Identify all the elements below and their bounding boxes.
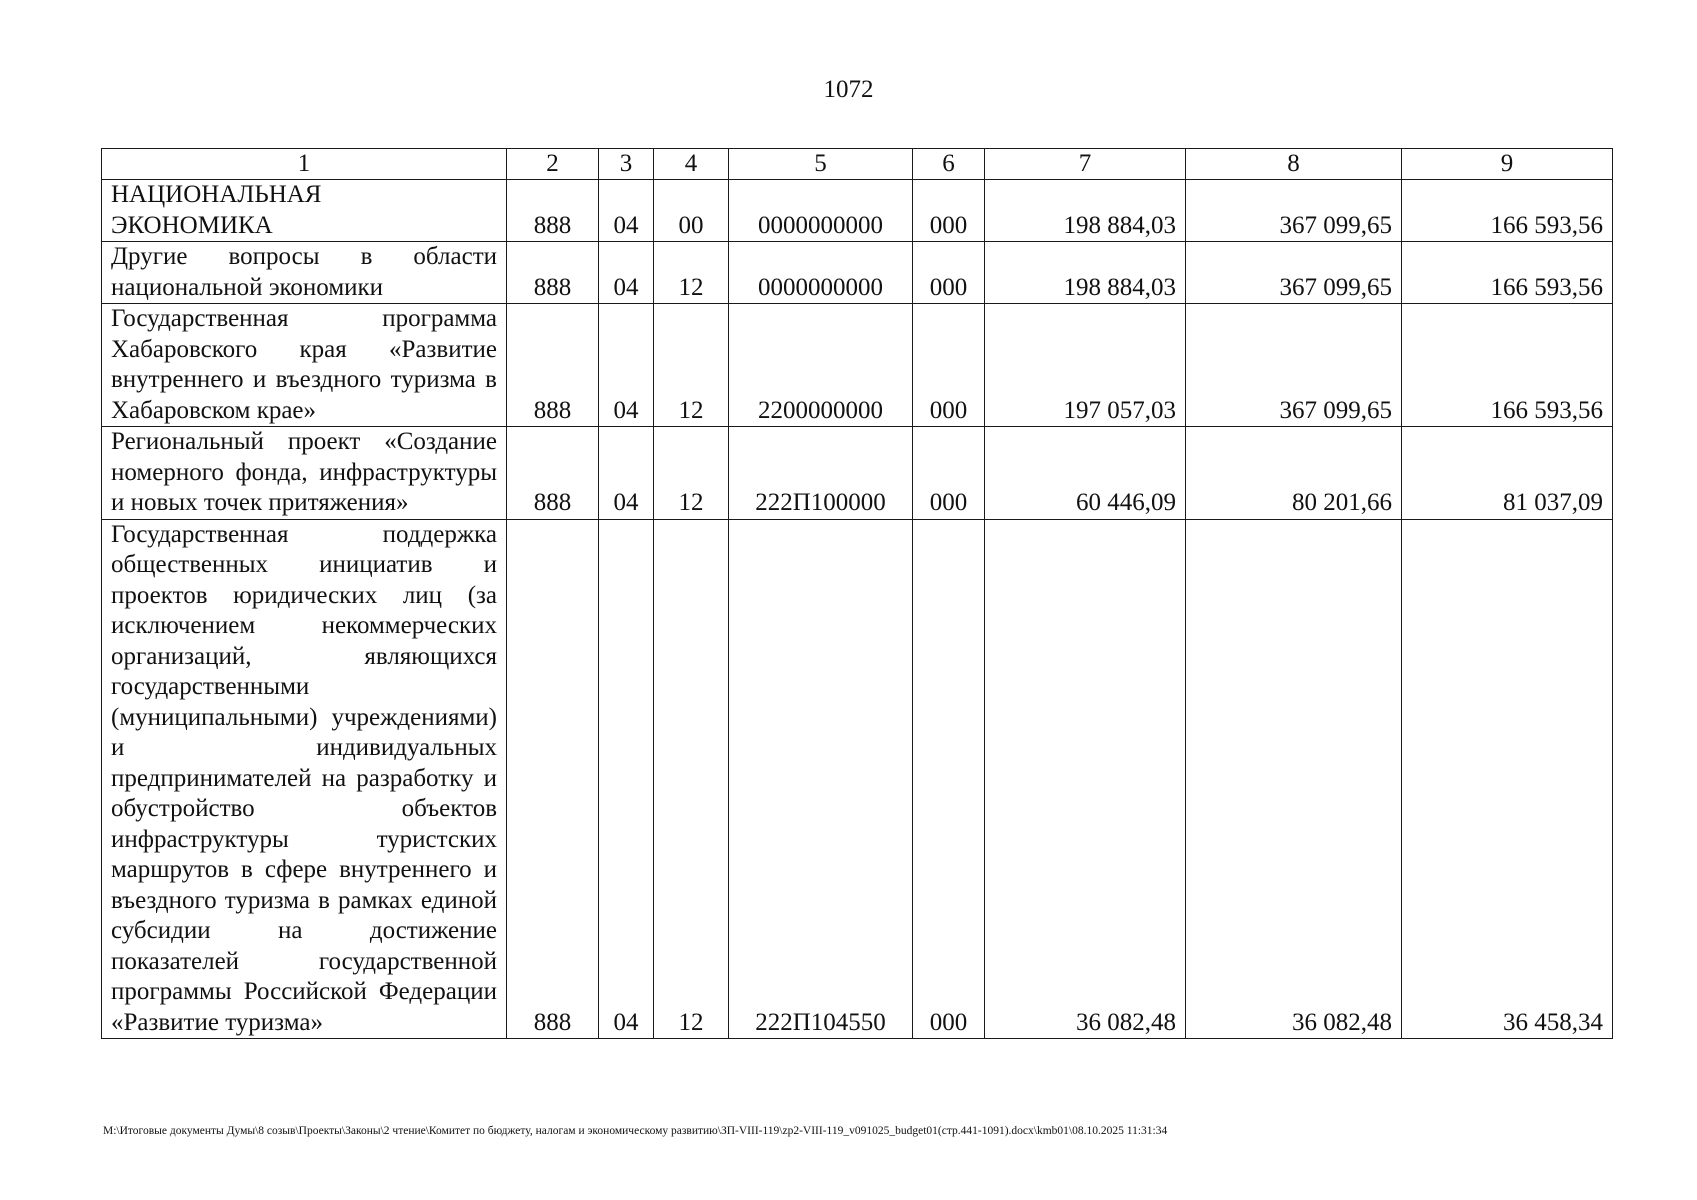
code-cell: 04 <box>599 304 654 427</box>
code-cell: 04 <box>599 427 654 520</box>
column-header-9: 9 <box>1402 149 1613 180</box>
amount-cell: 198 884,03 <box>985 180 1186 242</box>
column-header-2: 2 <box>507 149 599 180</box>
code-cell: 04 <box>599 242 654 304</box>
code-cell: 04 <box>599 180 654 242</box>
code-cell: 2200000000 <box>729 304 913 427</box>
amount-cell: 36 082,48 <box>1186 519 1402 1039</box>
code-cell: 12 <box>654 304 729 427</box>
table-row <box>102 304 1613 427</box>
row-name: Региональный проект «Создание номерного фонда, инфраструктуры и новых точек притяжения» <box>111 428 497 516</box>
column-header-3: 3 <box>599 149 654 180</box>
row-name: Государственная программа Хабаровского края «Развитие внутреннего и въездного туризма в Хабаровском крае» <box>111 305 497 424</box>
column-header-5: 5 <box>729 149 913 180</box>
document-file-path: M:\Итоговые документы Думы\8 созыв\Проекты\Законы\2 чтение\Комитет по бюджету, налогам и экономическому развитию\ЗП-VIII-119\zp2-VIII-119_v091025_budget01(стр.441-1091).docx\kmb01\08.10.2025 11:31:34 <box>103 1125 1168 1137</box>
amount-cell: 198 884,03 <box>985 242 1186 304</box>
code-cell: 000 <box>913 304 985 427</box>
code-cell: 04 <box>599 519 654 1039</box>
amount-cell: 60 446,09 <box>985 427 1186 520</box>
row-name-cell <box>102 427 507 520</box>
row-name-cell <box>102 519 507 1039</box>
row-name-cell <box>102 242 507 304</box>
row-name-cell <box>102 180 507 242</box>
budget-table <box>101 148 1613 1039</box>
column-header-7: 7 <box>985 149 1186 180</box>
code-cell: 000 <box>913 519 985 1039</box>
amount-cell: 166 593,56 <box>1402 304 1613 427</box>
code-cell: 12 <box>654 427 729 520</box>
amount-cell: 166 593,56 <box>1402 242 1613 304</box>
row-name-cell <box>102 304 507 427</box>
table-row <box>102 180 1613 242</box>
code-cell: 888 <box>507 304 599 427</box>
amount-cell: 166 593,56 <box>1402 180 1613 242</box>
amount-cell: 367 099,65 <box>1186 304 1402 427</box>
column-header-1: 1 <box>102 149 507 180</box>
row-name: НАЦИОНАЛЬНАЯ ЭКОНОМИКА <box>111 181 322 239</box>
amount-cell: 367 099,65 <box>1186 180 1402 242</box>
code-cell: 0000000000 <box>729 180 913 242</box>
page-number: 1072 <box>823 76 874 103</box>
code-cell: 000 <box>913 427 985 520</box>
code-cell: 222П104550 <box>729 519 913 1039</box>
code-cell: 888 <box>507 242 599 304</box>
amount-cell: 81 037,09 <box>1402 427 1613 520</box>
code-cell: 888 <box>507 427 599 520</box>
row-name: Другие вопросы в области национальной экономики <box>111 243 497 301</box>
code-cell: 00 <box>654 180 729 242</box>
amount-cell: 367 099,65 <box>1186 242 1402 304</box>
column-header-6: 6 <box>913 149 985 180</box>
code-cell: 0000000000 <box>729 242 913 304</box>
table-header-row <box>102 149 1613 180</box>
table-row <box>102 427 1613 520</box>
column-header-8: 8 <box>1186 149 1402 180</box>
amount-cell: 36 082,48 <box>985 519 1186 1039</box>
amount-cell: 36 458,34 <box>1402 519 1613 1039</box>
row-name: Государственная поддержка общественных инициатив и проектов юридических лиц (за исключением некоммерческих организаций, являющихся государственными (муниципальными) учреждениями) и индивидуальных предпринимателей на разработку и обустройство объектов инфраструктуры туристских маршрутов в сфере внутреннего и въездного туризма в рамках единой субсидии на достижение показателей государственной программы Российской Федерации «Развитие туризма» <box>111 520 497 1036</box>
code-cell: 888 <box>507 180 599 242</box>
code-cell: 000 <box>913 242 985 304</box>
amount-cell: 80 201,66 <box>1186 427 1402 520</box>
table-row <box>102 519 1613 1039</box>
code-cell: 000 <box>913 180 985 242</box>
amount-cell: 197 057,03 <box>985 304 1186 427</box>
code-cell: 888 <box>507 519 599 1039</box>
code-cell: 12 <box>654 519 729 1039</box>
table-row <box>102 242 1613 304</box>
code-cell: 222П100000 <box>729 427 913 520</box>
column-header-4: 4 <box>654 149 729 180</box>
code-cell: 12 <box>654 242 729 304</box>
